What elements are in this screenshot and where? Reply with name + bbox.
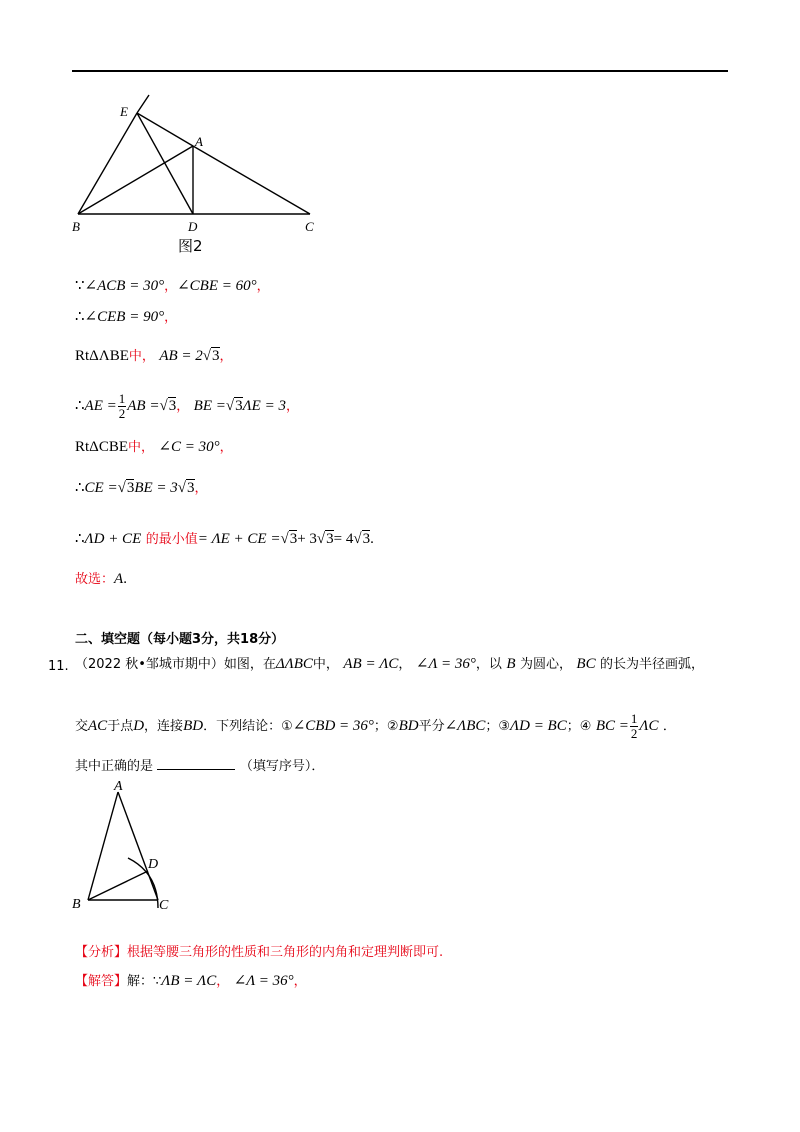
question-line-1: （2022 秋•邹城市期中）如图，在ΔΛBC中， AB = ΛC， ∠Λ = 36°，以 B 为圆心， BC 的长为半径画弧， [75, 656, 705, 672]
segment-ac [193, 146, 310, 214]
solution-line-1: ∵∠ACB = 30°，∠CBE = 60°， [75, 278, 270, 294]
question-line-2: 交AC于点D，连接BD．下列结论：①∠CBD = 36°；②BD平分∠ΛBC；③ΛD = BC；④ BC = $\frac{1}{2}$ ΛC ． [75, 711, 676, 741]
analysis-line: 【分析】根据等腰三角形的性质和三角形的内角和定理判断即可. [75, 945, 444, 960]
header-rule [72, 70, 728, 72]
label-b: B [72, 219, 80, 234]
solution-line-3: RtΔΛBE中， AB = 2√3， [75, 348, 233, 364]
solution-line-5: RtΔCBE中， ∠C = 30°， [75, 439, 233, 455]
solution-line-2: ∴∠CEB = 90°， [75, 309, 178, 325]
label-a: A [195, 134, 203, 149]
segment-bd [88, 871, 148, 900]
figure-caption: 图2 [178, 237, 203, 255]
solution-line-7: ∴ΛD + CE 的最小值= ΛE + CE =√3+ 3√3= 4√3. [75, 531, 374, 547]
label-a2: A [114, 779, 123, 794]
figure-2-diagram [70, 90, 330, 240]
label-c2: C [159, 898, 169, 913]
answer-line: 【解答】解：∵ΛB = ΛC， ∠Λ = 36°， [75, 973, 307, 989]
solution-line-8: 故选：A. [75, 571, 127, 587]
solution-line-6: ∴CE =√3BE = 3√3， [75, 480, 208, 496]
section-heading: 二、填空题（每小题3分，共18分） [75, 632, 285, 647]
question-line-3: 其中正确的是 （填写序号）． [75, 759, 325, 774]
question-number: 11. [48, 659, 69, 674]
label-d2: D [148, 857, 159, 872]
label-d: D [188, 219, 198, 234]
segment-ba [78, 146, 193, 214]
solution-line-4: ∴AE = $\frac{1}{2}$ AB =√3， BE =√3ΛE = 3， [75, 391, 299, 421]
segment-ac [118, 792, 158, 900]
label-c: C [305, 219, 314, 234]
answer-blank[interactable] [157, 757, 235, 770]
segment-ab [88, 792, 118, 900]
segment-be [78, 113, 137, 214]
segment-ed [137, 113, 193, 214]
label-b2: B [72, 897, 81, 912]
label-e: E [120, 104, 128, 119]
triangle-abc-diagram [70, 778, 190, 918]
ray-extension [137, 95, 149, 113]
